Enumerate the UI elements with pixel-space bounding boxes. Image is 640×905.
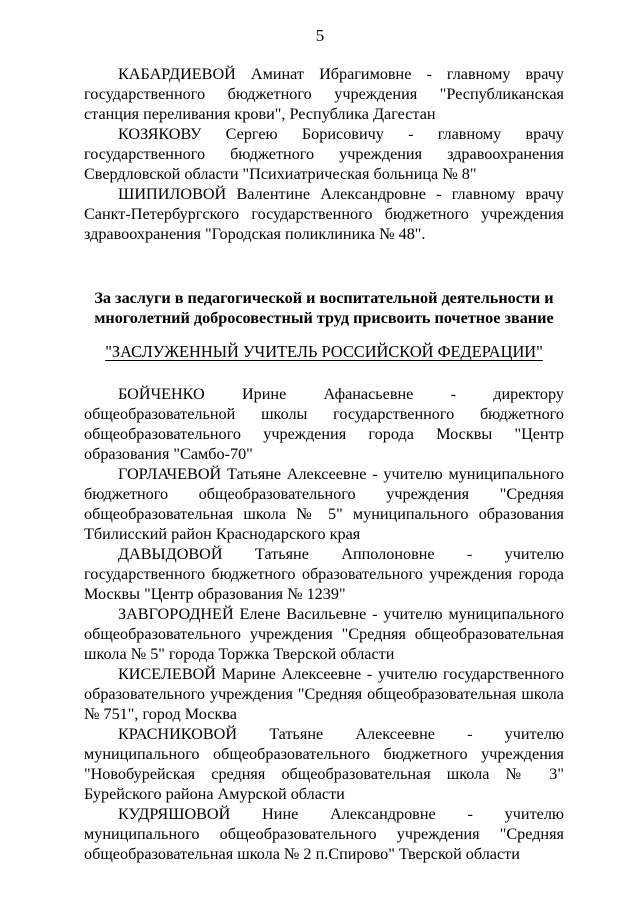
- award-entry: [84, 544, 564, 604]
- entry-text: КУДРЯШОВОЙ Нине Александровне - учителю муниципального общеобразовательного учреждения "Средняя общеобразовательная школа № 2 п.Спирово" Тверской области: [84, 805, 564, 863]
- award-entry: [84, 124, 564, 184]
- award-entry: [84, 724, 564, 804]
- document-body: [84, 64, 564, 864]
- award-entry: [84, 184, 564, 244]
- section-heading: За заслуги в педагогической и воспитательной деятельности и многолетний добросовестный труд присвоить почетное звание: [94, 289, 554, 327]
- honorary-title-text: "ЗАСЛУЖЕННЫЙ УЧИТЕЛЬ РОССИЙСКОЙ ФЕДЕРАЦИИ": [105, 342, 543, 361]
- entry-text: ГОРЛАЧЕВОЙ Татьяне Алексеевне - учителю муниципального бюджетного общеобразовательного учреждения "Средняя общеобразовательная школа № 5" муниципального образования Тбилисский район Краснодарского края: [84, 465, 564, 543]
- entry-text: ДАВЫДОВОЙ Татьяне Апполоновне - учителю государственного бюджетного образовательного учреждения города Москвы "Центр образования № 1239": [84, 545, 564, 603]
- award-entry: [84, 804, 564, 864]
- award-entry: [84, 664, 564, 724]
- entry-text: БОЙЧЕНКО Ирине Афанасьевне - директору общеобразовательной школы государственного бюджетного общеобразовательного учреждения города Москвы "Центр образования "Самбо-70": [84, 385, 564, 463]
- entry-text: КРАСНИКОВОЙ Татьяне Алексеевне - учителю муниципального общеобразовательного бюджетного учреждения "Новобурейская средняя общеобразовательная школа № 3" Бурейского района Амурской области: [84, 725, 564, 803]
- award-entry: [84, 64, 564, 124]
- entry-text: КАБАРДИЕВОЙ Аминат Ибрагимовне - главному врачу государственного бюджетного учреждения "Республиканская станция переливания крови", Республика Дагестан: [84, 65, 564, 123]
- award-entry: [84, 384, 564, 464]
- page-number: 5: [315, 26, 325, 45]
- entry-text: ЗАВГОРОДНЕЙ Елене Васильевне - учителю муниципального общеобразовательного учреждения "Средняя общеобразовательная школа № 5" города Торжка Тверской области: [84, 605, 564, 663]
- honorary-title: [84, 342, 564, 362]
- award-entry: [84, 464, 564, 544]
- entry-text: ШИПИЛОВОЙ Валентине Александровне - главному врачу Санкт-Петербургского государственного бюджетного учреждения здравоохранения "Городская поликлиника № 48".: [84, 185, 564, 243]
- award-entry: [84, 604, 564, 664]
- entry-text: КОЗЯКОВУ Сергею Борисовичу - главному врачу государственного бюджетного учреждения здравоохранения Свердловской области "Психиатрическая больница № 8": [84, 125, 564, 183]
- entry-text: КИСЕЛЕВОЙ Марине Алексеевне - учителю государственного образовательного учреждения "Средняя общеобразовательная школа № 751", город Москва: [84, 665, 564, 723]
